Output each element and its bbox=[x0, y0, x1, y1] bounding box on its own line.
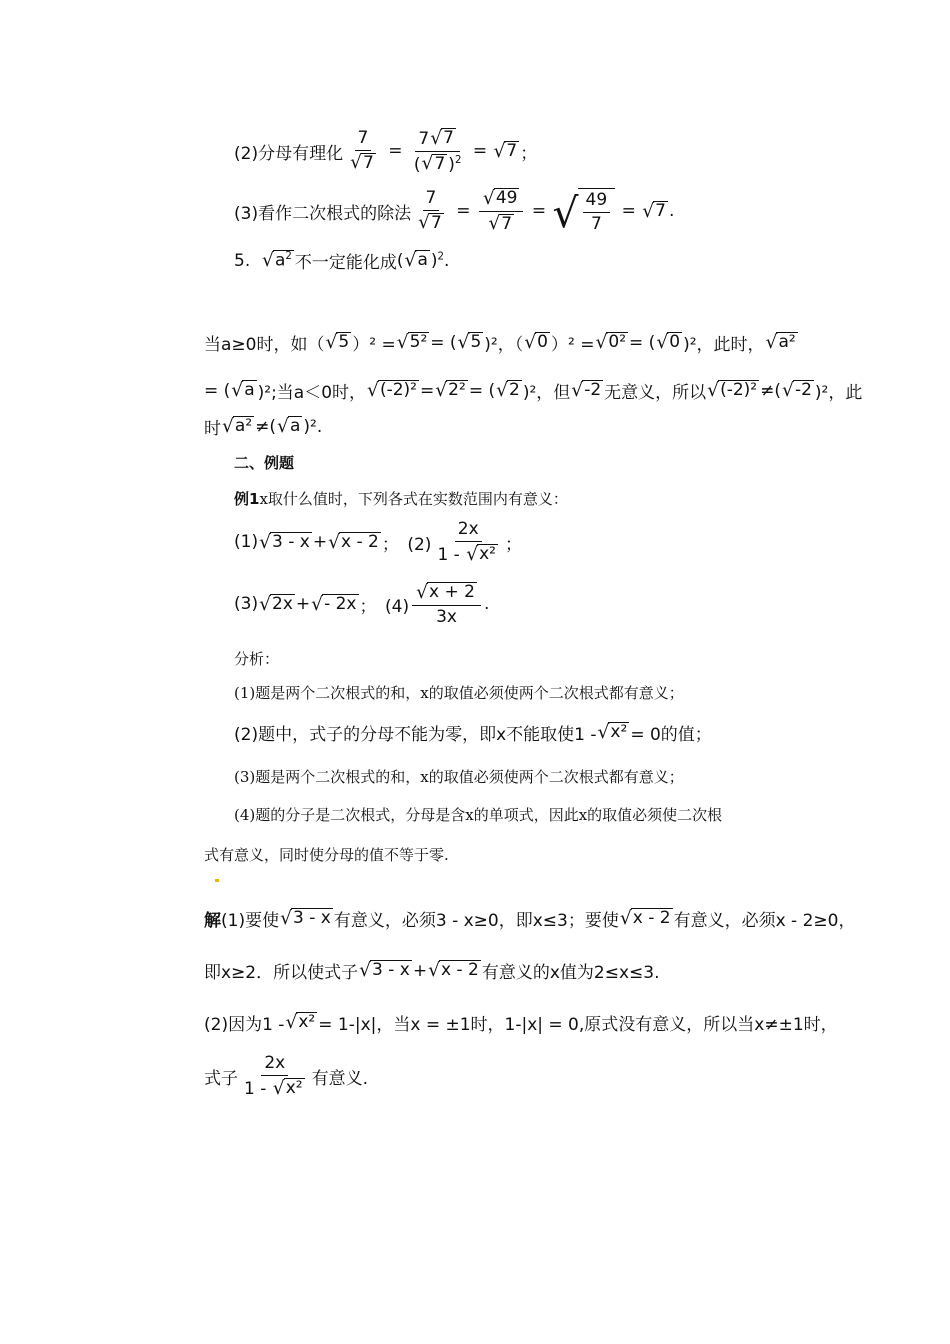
fraction: 2x 1 - √ x² bbox=[437, 519, 497, 565]
radical: √ (-2)² bbox=[367, 380, 417, 402]
radical: √ 5 bbox=[325, 332, 350, 354]
analysis-4: (4)题的分子是二次根式，分母是含x的单项式，因此x的取值必须使二次根 bbox=[234, 806, 723, 824]
radical: √ $a^2$ bbox=[262, 250, 292, 272]
point-5: 5. √ $a^2$ 不一定能化成 ( √ a )$^2$ . bbox=[234, 250, 450, 273]
radical: √ a bbox=[404, 250, 428, 272]
radical: √ x - 2 bbox=[328, 531, 379, 553]
radical: √ 0² bbox=[595, 332, 627, 354]
radical: √ 5² bbox=[396, 332, 428, 354]
radical: √ x - 2 bbox=[428, 960, 479, 982]
radical: √ 3 - x bbox=[359, 960, 410, 982]
rationalize-line: (2)分母有理化 7 √ 7 = 7 √ 7 ( √ 7 )$^2$ = √ 7 ； bbox=[234, 127, 538, 175]
explain-line-3: 时 √ a² ≠( √ a )². bbox=[204, 416, 323, 439]
radical: √ a² bbox=[222, 416, 253, 438]
section-heading: 二、例题 bbox=[234, 454, 295, 472]
explain-line-2: = ( √ a )²;当a＜0时， √ (-2)² = √ 2² = ( √ 2 )²，但 √ -2 无意义，所以 √ (-2)² ≠( √ -2 )²，此 bbox=[204, 380, 863, 403]
fraction: √ 49 √ 7 bbox=[479, 188, 524, 234]
rationalize-label: (2)分母有理化 bbox=[234, 143, 344, 164]
example-label: 例1 bbox=[234, 490, 260, 508]
radical: √ 7 bbox=[642, 200, 666, 222]
solution-label: 解 bbox=[204, 911, 221, 931]
radical: √ 0 bbox=[656, 332, 681, 354]
fraction: 7 √ 7 ( √ 7 )$^2$ bbox=[413, 127, 462, 175]
radical: √ - 2x bbox=[311, 593, 357, 615]
solution-line-3: (2)因为1 - √ x² = 1-|x|，当x = ±1时，1-|x| = 0,原式没有意义，所以当x≠±1时， bbox=[204, 1012, 838, 1035]
radical: √ $\frac{49}{7}$ bbox=[553, 188, 616, 233]
fraction: √ x + 2 3x bbox=[412, 582, 481, 626]
analysis-heading: 分析： bbox=[234, 650, 280, 668]
fraction: 7 √ 7 bbox=[350, 127, 374, 174]
example-items-1-2: (1) √ 3 - x + √ x - 2 ； (2) 2x 1 - √ x² ； bbox=[234, 519, 523, 565]
radical: √ (-2)² bbox=[707, 380, 758, 402]
radical: √ 7 bbox=[493, 140, 518, 162]
radical: √ 2² bbox=[435, 380, 466, 402]
analysis-3: (3)题是两个二次根式的和，x的取值必须使两个二次根式都有意义； bbox=[234, 768, 684, 786]
radical: √ 3 - x bbox=[280, 908, 331, 930]
stray-mark bbox=[215, 879, 219, 882]
radical: √ a bbox=[231, 380, 255, 402]
radical: √ 0 bbox=[524, 332, 548, 354]
fraction: 2x 1 - √ x² bbox=[244, 1053, 303, 1099]
radical: √ x - 2 bbox=[619, 908, 671, 930]
analysis-2: (2)题中，式子的分母不能为零，即x不能取使1 - √ x² = 0的值； bbox=[234, 722, 712, 745]
analysis-1: (1)题是两个二次根式的和，x的取值必须使两个二次根式都有意义； bbox=[234, 684, 684, 702]
radical: √ 3 - x bbox=[259, 531, 310, 553]
radical: √ a bbox=[277, 416, 301, 438]
division-label: (3)看作二次根式的除法 bbox=[234, 203, 412, 224]
analysis-4-cont: 式有意义，同时使分母的值不等于零. bbox=[204, 846, 449, 864]
solution-line-1: 解 (1)要使 √ 3 - x 有意义，必须3 - x≥0，即x≤3；要使 √ x - 2 有意义，必须x - 2≥0， bbox=[204, 906, 855, 931]
radical: √ 2 bbox=[496, 380, 520, 402]
example-1-prompt: 例1 x取什么值时，下列各式在实数范围内有意义： bbox=[234, 490, 568, 508]
radical: √ 2x bbox=[259, 593, 293, 615]
division-line: (3)看作二次根式的除法 7 √ 7 = √ 49 √ 7 = √ $\frac{49}{7}$ = √ 7 . bbox=[234, 187, 675, 237]
radical: √ x² bbox=[597, 722, 628, 744]
solution-line-2: 即x≥2．所以使式子 √ 3 - x + √ x - 2 有意义的x值为2≤x≤3. bbox=[204, 960, 660, 983]
explain-line-1: 当a≥0时，如（ √ 5 ）² = √ 5² = ( √ 5 )²，（ √ 0 ）² = √ 0² = ( √ 0 )²，此时， √ a² bbox=[204, 332, 796, 355]
radical: √ -2 bbox=[571, 380, 602, 402]
solution-line-4: 式子 2x 1 - √ x² 有意义. bbox=[204, 1053, 368, 1099]
radical: √ 5 bbox=[457, 332, 482, 354]
radical: √ -2 bbox=[782, 380, 812, 402]
fraction: 7 √ 7 bbox=[418, 187, 442, 234]
radical: √ x² bbox=[285, 1012, 316, 1034]
example-items-3-4: (3) √ 2x + √ - 2x ； (4) √ x + 2 3x . bbox=[234, 581, 490, 627]
radical: √ a² bbox=[765, 332, 796, 354]
